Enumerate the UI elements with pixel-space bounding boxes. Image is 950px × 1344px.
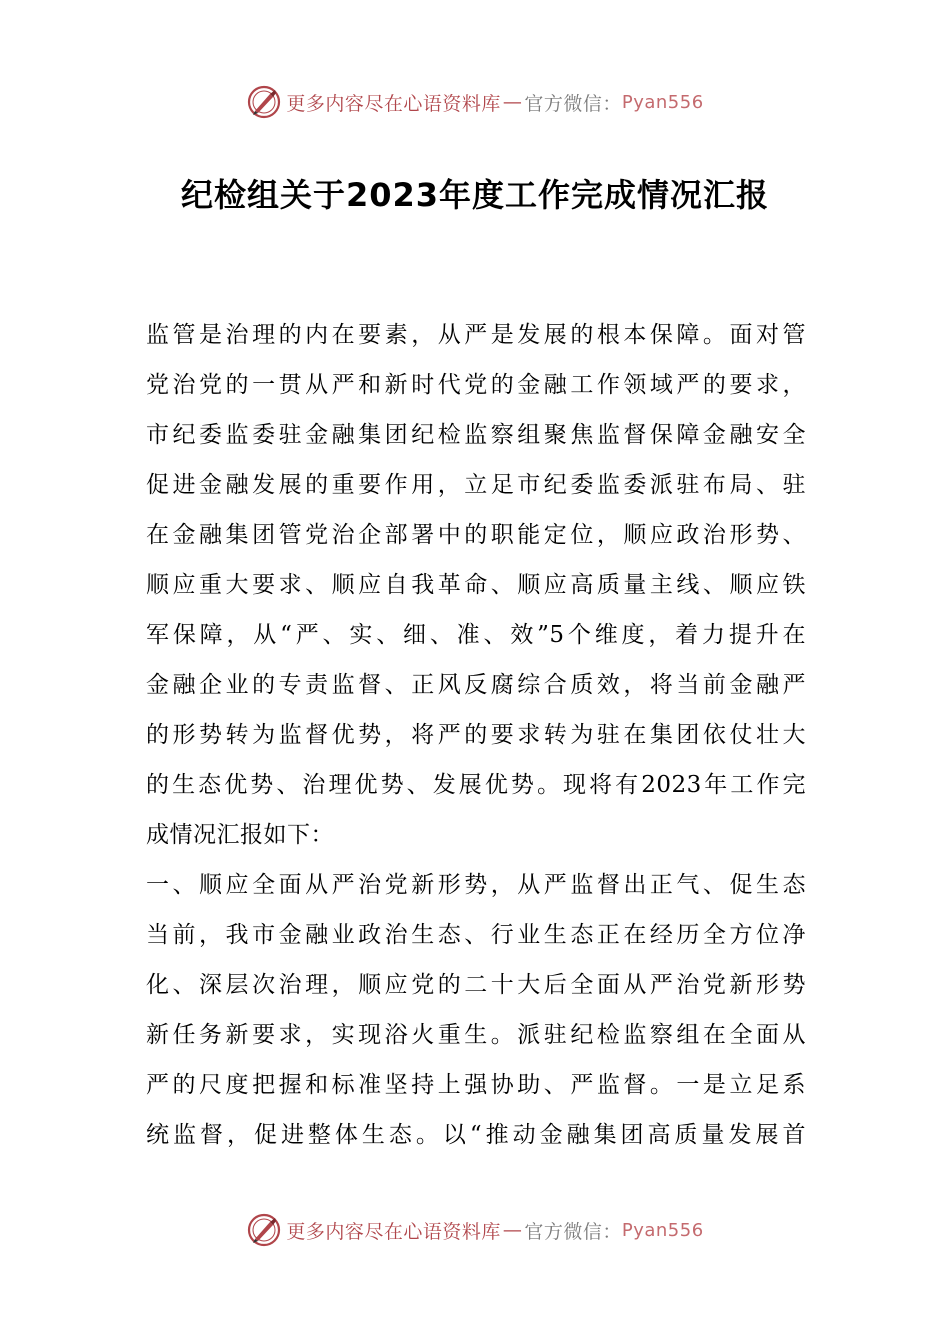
- watermark-official-label: 官方微信：: [524, 92, 622, 115]
- document-title: 纪检组关于2023年度工作完成情况汇报: [180, 176, 770, 214]
- watermark-text: 更多内容尽在心语资料库: [286, 92, 501, 115]
- body-line: 的生态优势、治理优势、发展优势。现将有2023年工作完: [146, 772, 806, 798]
- body-line: 统监督，促进整体生态。以“推动金融集团高质量发展首: [146, 1122, 806, 1148]
- body-line: 促进金融发展的重要作用，立足市纪委监委派驻布局、驻: [146, 472, 806, 498]
- body-line: 金融企业的专责监督、正风反腐综合质效，将当前金融严: [146, 672, 806, 698]
- watermark-official-label: 官方微信：: [524, 1220, 622, 1243]
- pen-logo-icon: [246, 84, 282, 120]
- body-line: 军保障，从“严、实、细、准、效”5个维度，着力提升在: [146, 622, 806, 648]
- body-line: 的形势转为监督优势，将严的要求转为驻在集团依仗壮大: [146, 722, 806, 748]
- body-line: 化、深层次治理，顺应党的二十大后全面从严治党新形势: [146, 972, 806, 998]
- watermark-separator: —: [502, 1219, 523, 1241]
- body-line: 新任务新要求，实现浴火重生。派驻纪检监察组在全面从: [146, 1022, 806, 1048]
- document-body: [146, 310, 806, 1160]
- body-line: 当前，我市金融业政治生态、行业生态正在经历全方位净: [146, 922, 806, 948]
- watermark-wechat-id: Pyan556: [621, 91, 704, 113]
- watermark-wechat-id: Pyan556: [621, 1219, 704, 1241]
- header-watermark: [0, 82, 950, 122]
- body-line: 成情况汇报如下：: [146, 822, 334, 848]
- section-heading-line: 一、顺应全面从严治党新形势，从严监督出正气、促生态: [146, 872, 806, 898]
- body-line: 监管是治理的内在要素，从严是发展的根本保障。面对管: [146, 322, 806, 348]
- watermark-separator: —: [502, 91, 523, 113]
- body-line: 市纪委监委驻金融集团纪检监察组聚焦监督保障金融安全: [146, 422, 806, 448]
- body-line: 党治党的一贯从严和新时代党的金融工作领域严的要求，: [146, 372, 806, 398]
- watermark-text: 更多内容尽在心语资料库: [286, 1220, 501, 1243]
- footer-watermark: [0, 1210, 950, 1250]
- body-line: 在金融集团管党治企部署中的职能定位，顺应政治形势、: [146, 522, 806, 548]
- body-line: 严的尺度把握和标准坚持上强协助、严监督。一是立足系: [146, 1072, 806, 1098]
- body-line: 顺应重大要求、顺应自我革命、顺应高质量主线、顺应铁: [146, 572, 806, 598]
- pen-logo-icon: [246, 1212, 282, 1248]
